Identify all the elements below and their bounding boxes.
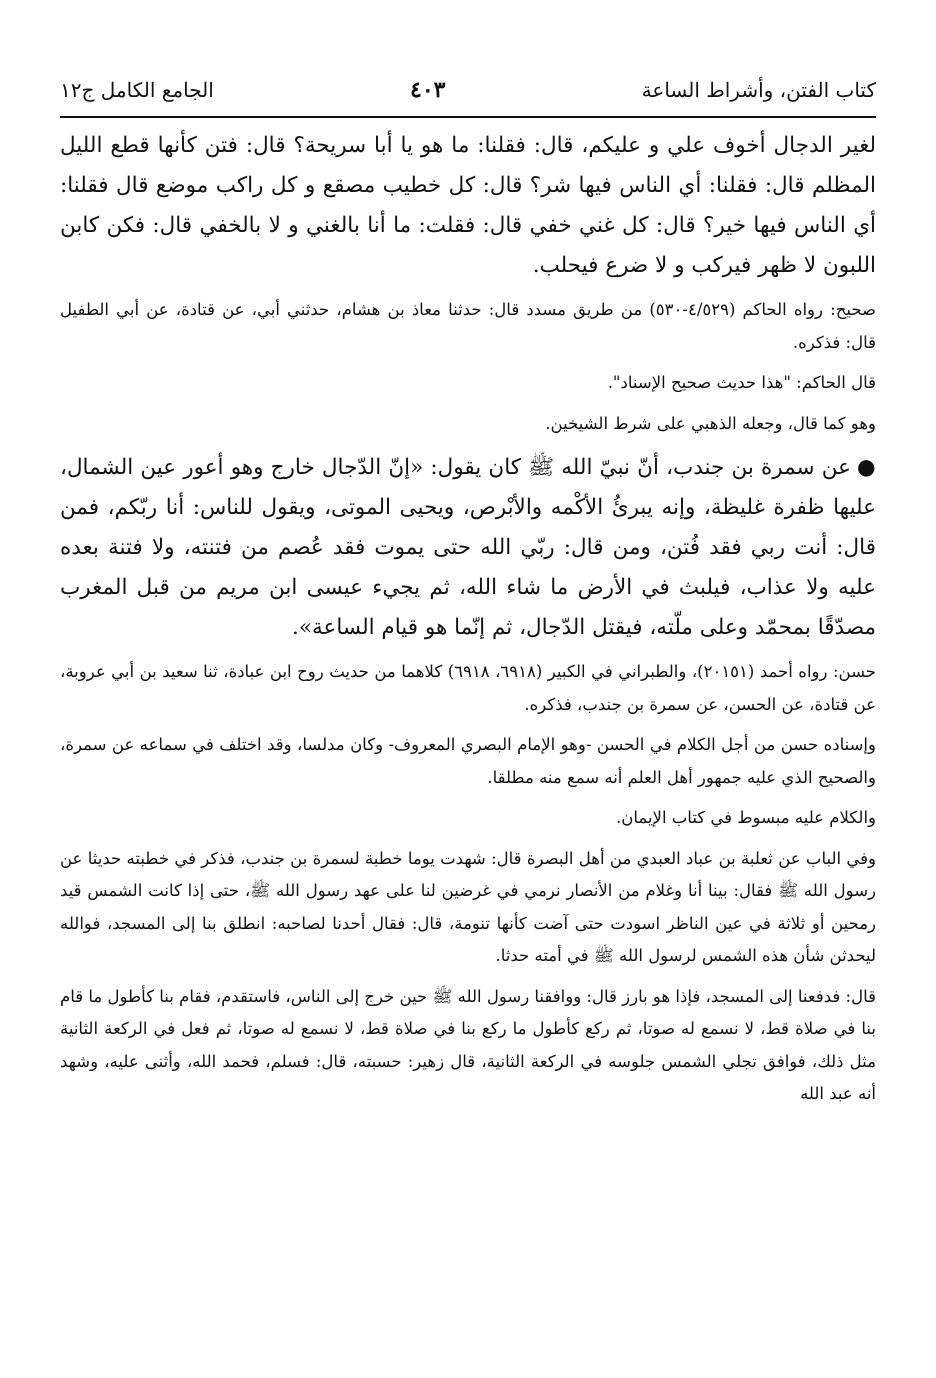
hadith-text: ●عن سمرة بن جندب، أنّ نبيّ الله ﷺ كان يقول: «إنّ الدّجال خارج وهو أعور عين الشمال، عليها ظفرة غليظة، وإنه يبرئُ الأكْمه والأبْرص، ويحيى الموتى، ويقول للناس: أنا ربّكم، فمن قال: أنت ربي فقد فُتن، ومن قال: ربّي الله حتى يموت فقد عُصم من فتنته، ولا فتنة بعده عليه ولا عذاب، فيلبث في الأرض ما شاء الله، ثم يجيء عيسى ابن مريم من قبل المغرب مصدّقًا بمحمّد وعلى ملّته، فيقتل الدّجال، ثم إنّما هو قيام الساعة». <box>60 455 877 640</box>
chapter-note: وفي الباب عن ثعلبة بن عباد العبدي من أهل البصرة قال: شهدت يوما خطبة لسمرة بن جندب، فذكر في خطبته حديثا عن رسول الله ﷺ فقال: بينا أنا وغلام من الأنصار نرمي في غرضين لنا على عهد رسول الله ﷺ، حتى إذا كانت الشمس قيد رمحين أو ثلاثة في عين الناظر اسودت حتى آضت كأنها تنومة، قال: فقال أحدنا لصاحبه: انطلق بنا إلى المسجد، فوالله ليحدثن شأن هذه الشمس لرسول الله ﷺ في أمته حدثا. <box>60 848 876 965</box>
isnad-note: وإسناده حسن من أجل الكلام في الحسن -وهو الإمام البصري المعروف- وكان مدلسا، وقد اختلف في سماعه عن سمرة، والصحيح الذي عليه جمهور أهل العلم أنه سمع منه مطلقا. <box>60 735 876 787</box>
bullet-marker: ● <box>856 455 877 480</box>
header-rule <box>60 116 876 118</box>
page-content <box>60 126 876 1111</box>
takhrij-note: حسن: رواه أحمد (٢٠١٥١)، والطبراني في الكبير (٦٩١٨، ٦٩١٨) كلاهما من حديث روح ابن عبادة، ثنا سعيد بن أبي عروبة، عن قتادة، عن الحسن، عن سمرة بن جندب، فذكره. <box>60 662 877 714</box>
takhrij-note: صحيح: رواه الحاكم (٤/٥٢٩-٥٣٠) من طريق مسدد قال: حدثنا معاذ بن هشام، حدثني أبي، عن قتادة، عن أبي الطفيل قال: فذكره. <box>60 300 876 352</box>
dhahabi-note: وهو كما قال، وجعله الذهبي على شرط الشيخين. <box>545 413 876 433</box>
running-header <box>60 70 876 110</box>
page-number: ٤٠٣ <box>410 77 446 103</box>
book-title: الجامع الكامل ج١٢ <box>60 78 214 102</box>
hakim-quote: قال الحاكم: "هذا حديث صحيح الإسناد". <box>607 373 876 392</box>
chapter-note-continued: قال: فدفعنا إلى المسجد، فإذا هو بارز قال: ووافقنا رسول الله ﷺ حين خرج إلى الناس، فاستقدم، فقام بنا كأطول ما قام بنا في صلاة قط، لا نسمع له صوتا، ثم ركع كأطول ما ركع بنا في صلاة قط، لا نسمع له صوتا، ثم فعل في الركعة الثانية مثل ذلك، فوافق تجلي الشمس جلوسه في الركعة الثانية، قال زهير: حسبته، قال: فسلم، فحمد الله، وأثنى عليه، وشهد أنه عبد الله <box>60 986 876 1103</box>
hadith-text-continued: لغير الدجال أخوف علي و عليكم، قال: فقلنا: ما هو يا أبا سريحة؟ قال: فتن كأنها قطع الليل المظلم قال: فقلنا: أي الناس فيها شر؟ قال: كل خطيب مصقع و كل راكب موضع قال فقلنا: أي الناس فيها خير؟ قال: كل غني خفي قال: فقلت: ما أنا بالغني و لا بالخفي قال: فكن كابن اللبون لا ظهر فيركب و لا ضرع فيحلب. <box>60 133 876 278</box>
reference-note: والكلام عليه مبسوط في كتاب الإيمان. <box>616 808 876 827</box>
chapter-title: كتاب الفتن، وأشراط الساعة <box>641 78 876 102</box>
